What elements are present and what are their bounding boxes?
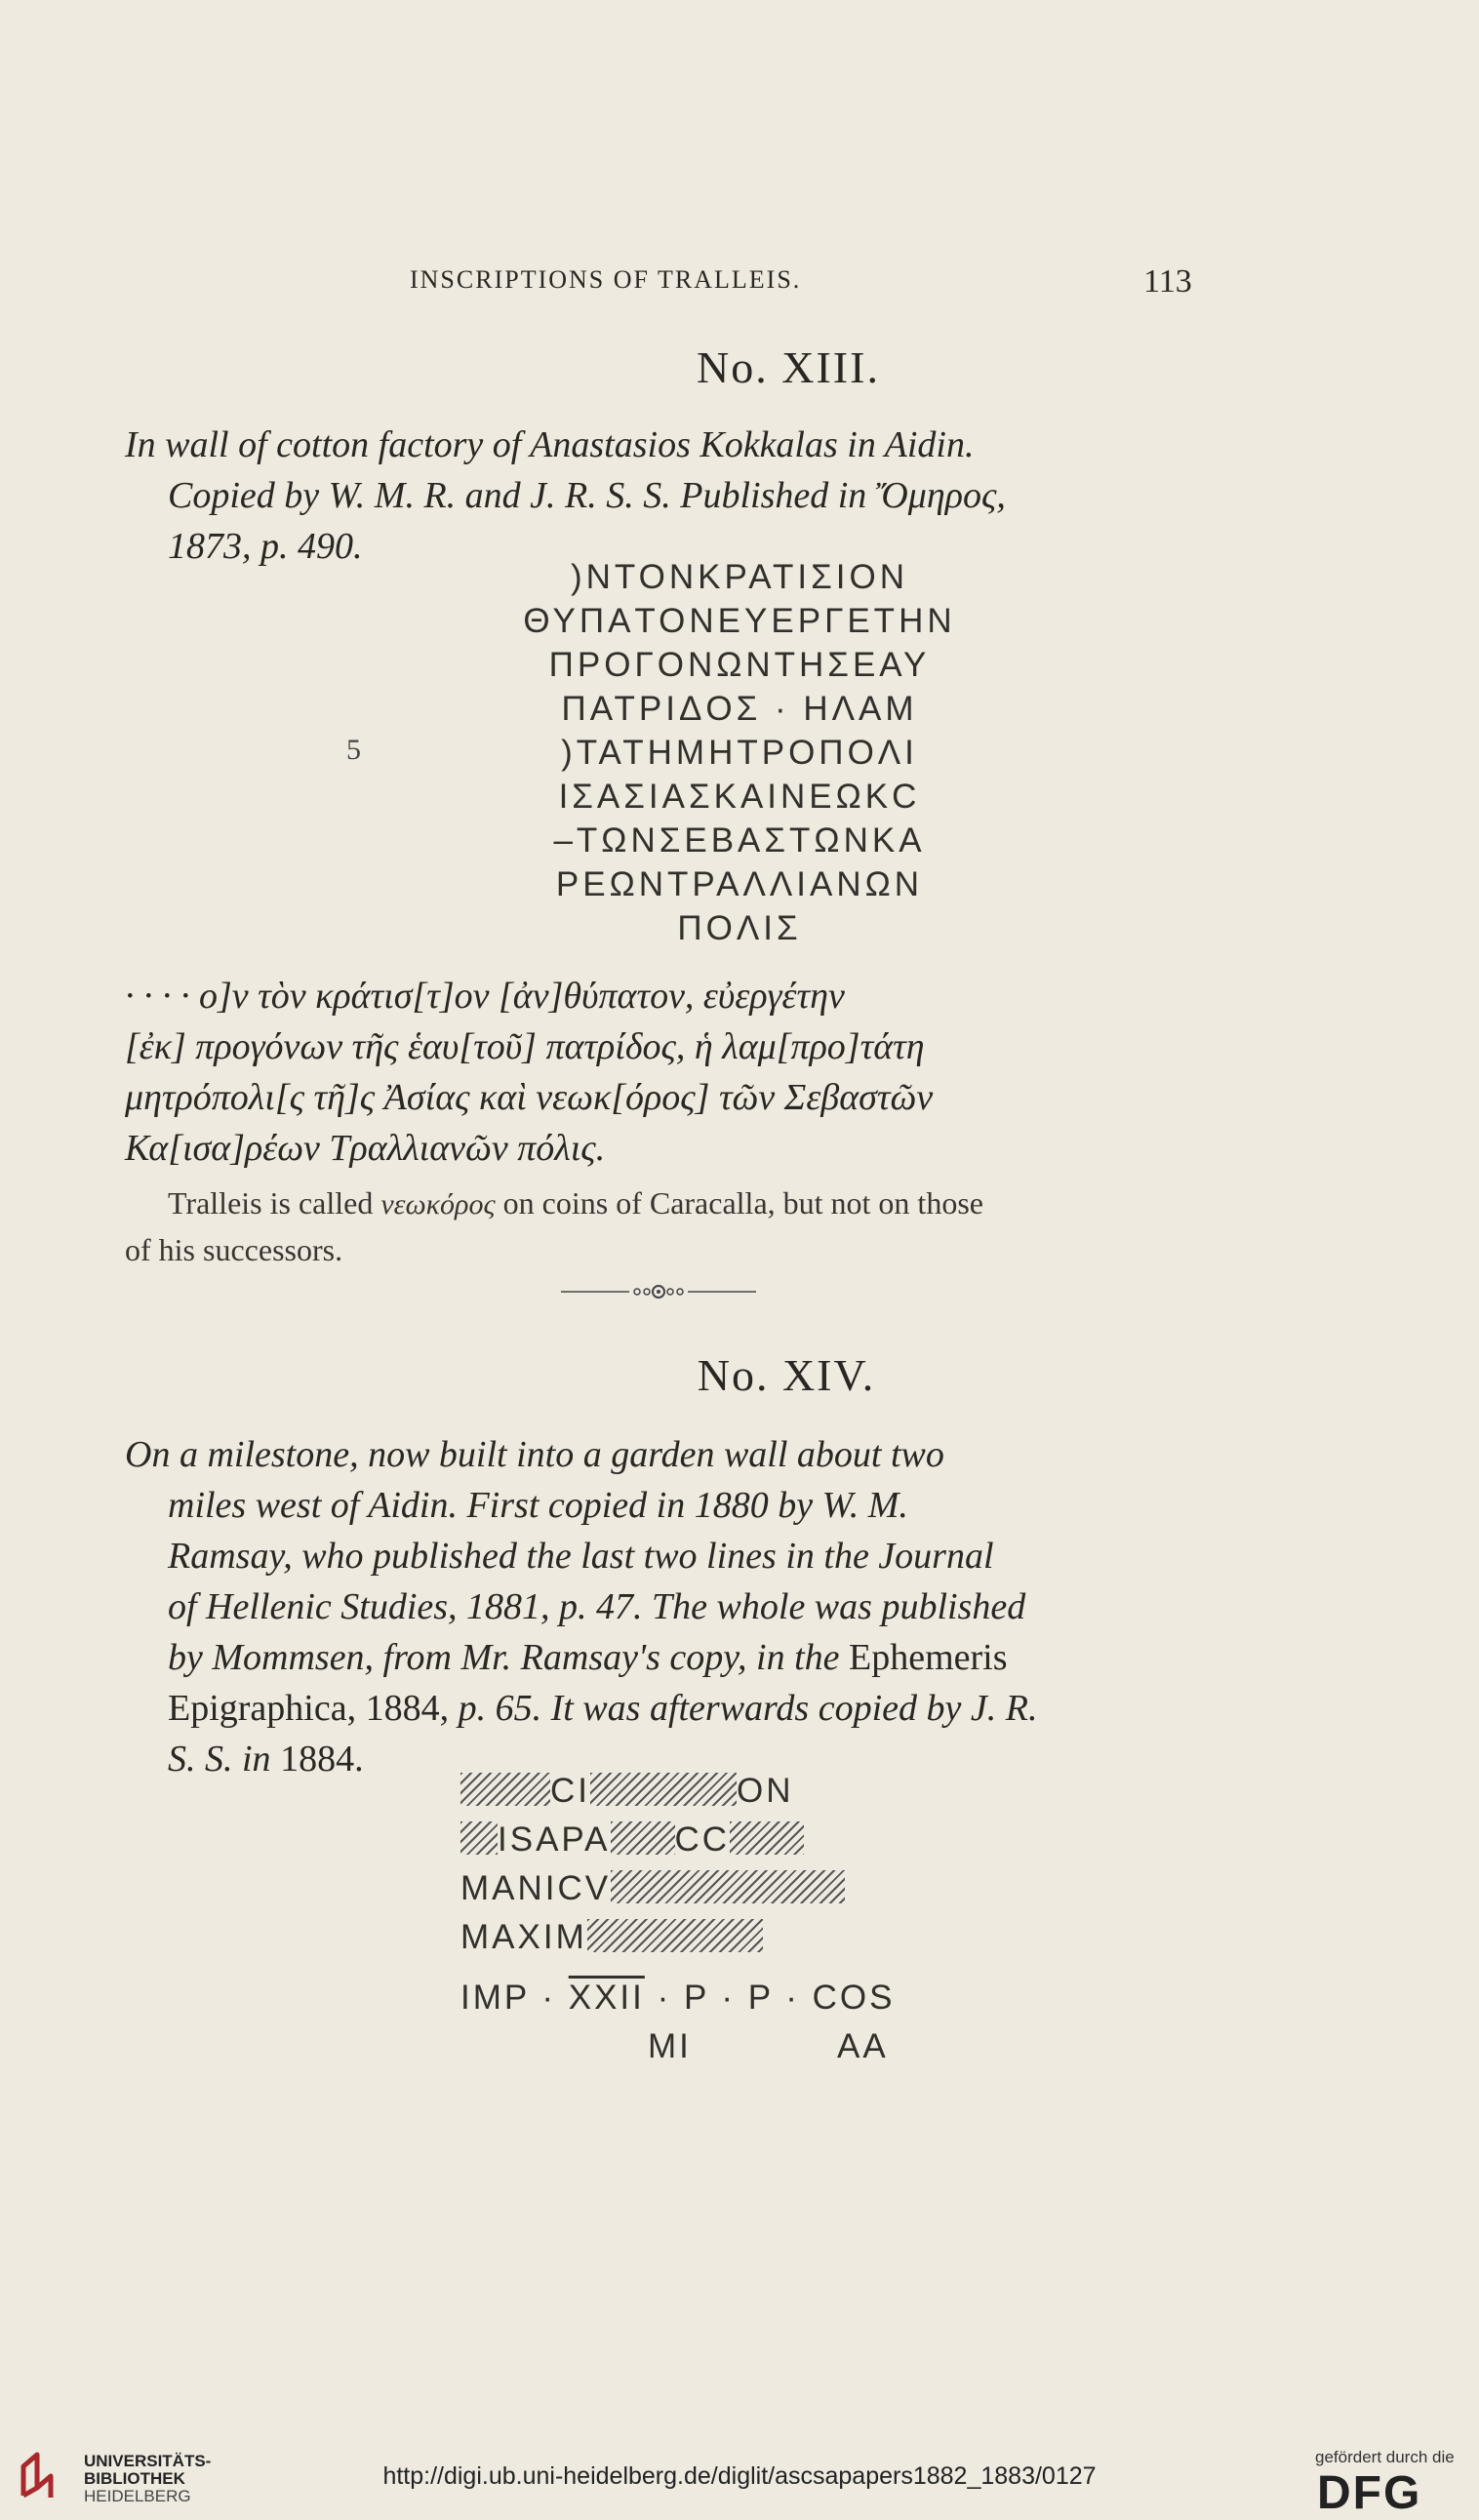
damaged-area (611, 1821, 675, 1855)
milestone-text: MAXIM (460, 1918, 587, 1956)
milestone-text: CC (674, 1820, 731, 1859)
inscription-line: )TATHMHTPOΠOΛI (561, 734, 918, 772)
inscription-line: ΘΥΠΑTONEYEPΓETHN (523, 602, 956, 640)
intro-line-roman: Epigraphica, 1884, (168, 1688, 450, 1729)
milestone-text: IMP · (460, 1979, 556, 2017)
damaged-area (611, 1870, 845, 1903)
source-url-link[interactable]: http://digi.ub.uni-heidelberg.de/diglit/ascsapapers1882_1883/0127 (382, 2462, 1097, 2490)
intro-xiv (125, 1429, 1198, 1784)
damaged-area (730, 1821, 804, 1855)
intro-line: 1873, p. 490. (168, 526, 363, 567)
milestone-text: · P · P · COS (657, 1979, 896, 2017)
intro-xiii (125, 420, 1198, 572)
milestone-text: CI (550, 1772, 590, 1810)
intro-line: of Hellenic Studies, 1881, p. 47. The whole was published (168, 1586, 1026, 1627)
section-heading-xiv: No. XIV. (697, 1350, 876, 1400)
intro-line: Ramsay, who published the last two lines in the Journal (168, 1536, 994, 1577)
note-text: of his successors. (125, 1232, 343, 1267)
note-text: on coins of Caracalla, but not on those (502, 1185, 983, 1220)
library-name-line: BIBLIOTHEK (84, 2469, 185, 2488)
milestone-numeral: XXII (568, 1979, 645, 2017)
damaged-area (460, 1821, 498, 1855)
intro-line: S. S. in (168, 1739, 271, 1780)
inscription-line: –TΩNΣEBAΣTΩNKA (553, 821, 926, 860)
milestone-text: ON (737, 1772, 794, 1810)
greek-line: μητρόπολι[ς τῆ]ς Ἀσίας καὶ νεωκ[όρος] τῶν Σεβαστῶν (125, 1077, 934, 1118)
milestone-text: MANICV (460, 1869, 612, 1907)
milestone-line (460, 1979, 895, 2018)
intro-line: In wall of cotton factory of Anastasios Kokkalas in Aidin. (125, 424, 975, 465)
greek-line: · · · · ο]ν τὸν κράτισ[τ]ον [ἀν]θύπατον, εὐεργέτην (125, 976, 845, 1017)
note-text: Tralleis is called (168, 1185, 374, 1220)
intro-line: by Mommsen, from Mr. Ramsay's copy, in the (168, 1637, 840, 1678)
inscription-line: IΣAΣIAΣKAINEΩKC (558, 778, 921, 816)
greek-line: [ἐκ] προγόνων τῆς ἑαυ[τοῦ] πατρίδος, ἡ λαμ[προ]τάτη (125, 1026, 925, 1067)
library-name-line: HEIDELBERG (84, 2487, 191, 2505)
greek-line: Κα[ισα]ρέων Τραλλιανῶν πόλις. (125, 1128, 606, 1169)
milestone-line (460, 1869, 845, 1908)
funded-by-label: gefördert durch die (1315, 2448, 1455, 2466)
milestone-text: MI (648, 2027, 692, 2065)
intro-line-roman: Ephemeris (849, 1637, 1008, 1678)
damaged-area (460, 1773, 550, 1806)
note-paragraph (125, 1180, 1198, 1272)
line-number-marker: 5 (346, 734, 361, 766)
inscription-line: PEΩNTPAΛΛIANΩN (555, 865, 924, 903)
running-title: INSCRIPTIONS OF TRALLEIS. (410, 265, 802, 294)
intro-line: Copied by W. M. R. and J. R. S. S. Published in Ὄμηρος, (168, 475, 1006, 516)
milestone-text: AA (837, 2027, 889, 2065)
greek-transcription (125, 971, 1198, 1174)
library-name-line: UNIVERSITÄTS- (84, 2452, 212, 2470)
section-heading-xiii: No. XIII. (697, 342, 880, 392)
inscription-line: )NTONKPATIΣΙON (571, 558, 908, 596)
inscription-line: ΠATPIΔOΣ · HΛAM (561, 690, 918, 728)
intro-line: p. 65. It was afterwards copied by J. R. (458, 1688, 1038, 1729)
damaged-area (587, 1919, 763, 1952)
milestone-line (460, 1918, 763, 1957)
intro-line-roman: 1884. (280, 1739, 364, 1780)
note-greek-word: νεωκόρος (380, 1188, 496, 1220)
intro-line: On a milestone, now built into a garden wall about two (125, 1434, 944, 1475)
page-number: 113 (1143, 263, 1192, 300)
damaged-area (590, 1773, 737, 1806)
milestone-line (460, 1820, 804, 1860)
inscription-line: ΠPOΓONΩNTHΣEAY (548, 646, 931, 684)
inscription-line: ΠOΛIΣ (677, 909, 802, 947)
dfg-logo: DFG (1317, 2467, 1422, 2519)
divider-ornament (561, 1282, 756, 1301)
intro-line: miles west of Aidin. First copied in 1880 by W. M. (168, 1485, 908, 1526)
milestone-text: ISAPA (498, 1820, 611, 1859)
milestone-line (460, 1772, 794, 1811)
